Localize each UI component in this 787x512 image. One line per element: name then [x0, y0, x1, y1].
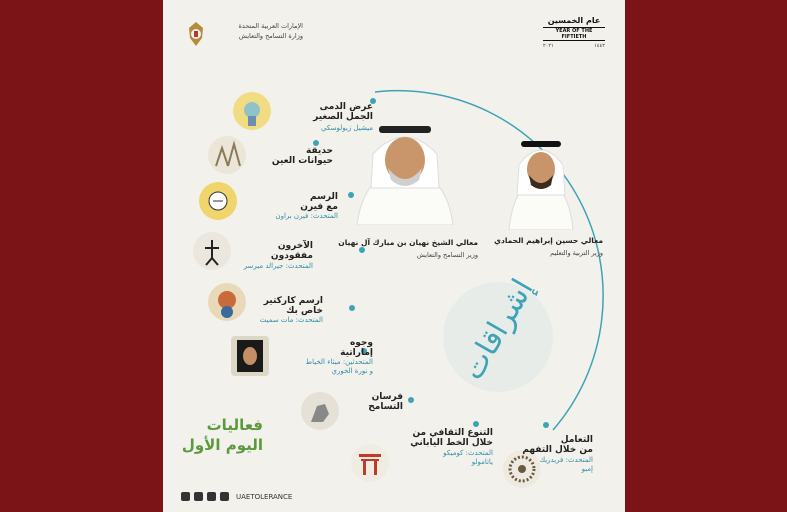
timeline-dot-5 [349, 305, 355, 311]
social-bar [181, 492, 292, 501]
event-title-5: ارسم كاركتير خاص بك [263, 296, 323, 316]
instagram-icon[interactable] [220, 492, 229, 501]
event-title-6: وجوه إماراتية [340, 338, 373, 358]
facebook-icon[interactable] [194, 492, 203, 501]
minister-name-1: معالي حسين إبراهيم الحمادي [494, 236, 603, 245]
year-right: ١٤٤٢ [594, 43, 605, 49]
social-handle[interactable]: UAETOLERANCE [236, 492, 293, 501]
timeline-dot-4 [359, 247, 365, 253]
calligraphy-logo [443, 273, 553, 392]
timeline-dot-8 [473, 421, 479, 427]
minister-portrait-1 [505, 135, 577, 230]
event-title-7: فرسان التسامح [368, 392, 403, 412]
event-title-4: الآخرون مفقودون [270, 241, 313, 261]
timeline-dot-3 [348, 192, 354, 198]
events-heading-line1: فعاليات [206, 416, 263, 434]
events-heading-line2: اليوم الأول [181, 436, 263, 454]
event-title-9: التعامل من خلال التفهم [522, 435, 593, 455]
calligraphy-text: إشراقات [455, 273, 541, 386]
event-speaker-6: المتحدثين: ميثاء الخياط و نورة الخوري [305, 358, 373, 375]
minister-name-2: معالي الشيخ نهيان بن مبارك آل نهيان [338, 238, 478, 247]
ministry-line1: الإمارات العربية المتحدة [238, 22, 303, 30]
timeline-dot-9 [543, 422, 549, 428]
event-title-1: عرض الدمى الجمل الصغير [313, 102, 373, 122]
event-speaker-1: ميشيل زيولوسكي [320, 124, 373, 132]
uae-emblem-icon [185, 20, 207, 48]
year-en: YEAR OF THE FIFTIETH [543, 27, 605, 41]
event-speaker-4: المتحدث: جيرالد ميرسر [243, 262, 313, 270]
event-title-8: التنوع الثقافي من خلال الخط الياباني [410, 428, 493, 448]
event-title-2: حديقة حيوانات العين [271, 146, 333, 166]
poster [163, 0, 625, 512]
year-ar: عام الخمسين [547, 16, 601, 25]
twitter-icon[interactable] [181, 492, 190, 501]
minister-role-1: وزير التربية والتعليم [550, 249, 603, 257]
year-left: ٢٠٢١ [543, 43, 554, 49]
event-speaker-3: المتحدث: فيرن براون [275, 212, 338, 220]
timeline-dot-7 [408, 397, 414, 403]
event-title-3: الرسم مع فيرن [300, 192, 338, 212]
year-of-fiftieth-logo [543, 16, 605, 56]
event-speaker-5: المتحدث: مات سميث [259, 316, 323, 324]
event-speaker-8: المتحدث: كوميكو ياتامولو [443, 449, 493, 466]
youtube-icon[interactable] [207, 492, 216, 501]
event-speaker-9: المتحدث: فريدريك إمبو [539, 456, 593, 473]
minister-portrait-2 [355, 120, 455, 225]
ministry-line2: وزارة التسامح والتعايش [238, 32, 303, 40]
minister-role-2: وزير التسامح والتعايش [416, 251, 478, 259]
